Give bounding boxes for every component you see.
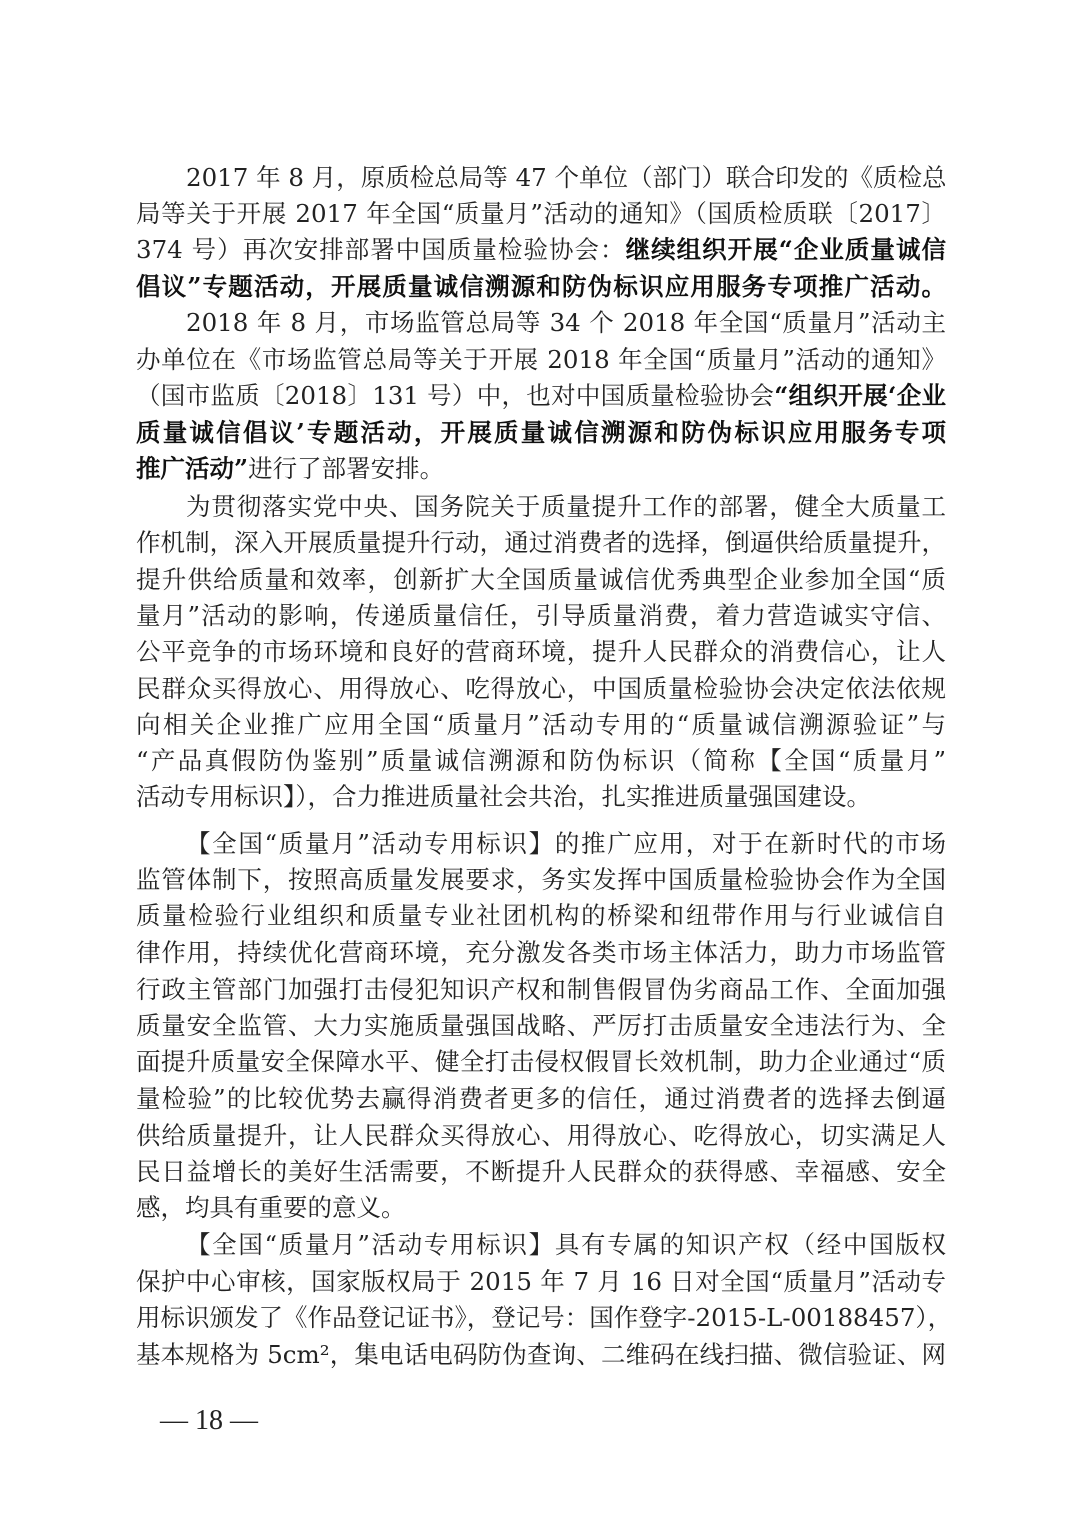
text-line <box>136 1157 946 1187</box>
body-text: 感，均具有重要的意义。 <box>136 1193 406 1222</box>
text-line <box>136 1340 946 1370</box>
body-text: 2018 年 8 月，市场监管总局等 34 个 2018 年全国“质量月”活动主 <box>186 308 946 337</box>
text-line <box>186 829 946 859</box>
body-text: 局等关于开展 2017 年全国“质量月”活动的通知》（国质检质联〔2017〕 <box>136 199 946 228</box>
text-line <box>136 1303 953 1333</box>
body-text: 民日益增长的美好生活需要，不断提升人民群众的获得感、幸福感、安全 <box>136 1157 946 1186</box>
bold-text: 继续组织开展“企业质量诚信 <box>625 235 946 264</box>
text-line <box>136 528 946 558</box>
body-text: 作机制，深入开展质量提升行动，通过消费者的选择，倒逼供给质量提升， <box>136 528 946 557</box>
text-line <box>136 746 946 776</box>
text-line <box>186 492 946 522</box>
bold-text: 推广活动” <box>136 454 249 483</box>
text-line <box>136 381 946 411</box>
text-line <box>186 1230 946 1260</box>
body-text: 民群众买得放心、用得放心、吃得放心，中国质量检验协会决定依法依规 <box>136 674 946 703</box>
text-line <box>136 782 946 812</box>
bold-text: 质量诚信倡议’专题活动，开展质量诚信溯源和防伪标识应用服务专项 <box>136 418 946 447</box>
text-line <box>136 418 946 448</box>
body-text: 提升供给质量和效率，创新扩大全国质量诚信优秀典型企业参加全国“质 <box>136 565 946 594</box>
text-line <box>136 901 946 931</box>
body-text: 律作用，持续优化营商环境，充分激发各类市场主体活力，助力市场监管 <box>136 938 946 967</box>
body-text: 进行了部署安排。 <box>248 454 445 483</box>
text-line <box>136 601 946 631</box>
body-text: 用标识颁发了《作品登记证书》，登记号：国作登字-2015-L-00188457）， <box>136 1303 953 1332</box>
body-text: 公平竞争的市场环境和良好的营商环境，提升人民群众的消费信心，让人 <box>136 637 946 666</box>
text-line <box>136 272 946 302</box>
text-line <box>136 235 946 265</box>
body-text: 向相关企业推广应用全国“质量月”活动专用的“质量诚信溯源验证”与 <box>136 710 946 739</box>
body-text: 374 号）再次安排部署中国质量检验协会： <box>136 235 626 264</box>
body-text: 活动专用标识】），合力推进质量社会共治，扎实推进质量强国建设。 <box>136 782 871 811</box>
text-line <box>136 975 946 1005</box>
body-text: 质量安全监管、大力实施质量强国战略、严厉打击质量安全违法行为、全 <box>136 1011 946 1040</box>
text-line <box>136 565 946 595</box>
body-text: 2017 年 8 月，原质检总局等 47 个单位（部门）联合印发的《质检总 <box>186 163 947 192</box>
body-text: 量月”活动的影响，传递质量信任，引导质量消费，着力营造诚实守信、 <box>136 601 946 630</box>
body-text: “产品真假防伪鉴别”质量诚信溯源和防伪标识（简称【全国“质量月” <box>136 746 946 775</box>
text-line <box>136 1267 946 1297</box>
text-line <box>136 1011 946 1041</box>
body-text: 监管体制下，按照高质量发展要求，务实发挥中国质量检验协会作为全国 <box>136 865 946 894</box>
text-line <box>136 710 946 740</box>
text-line <box>136 1121 946 1151</box>
body-text: 基本规格为 5cm²，集电话电码防伪查询、二维码在线扫描、微信验证、网 <box>136 1340 946 1369</box>
text-line <box>136 938 946 968</box>
body-text: 面提升质量安全保障水平、健全打击侵权假冒长效机制，助力企业通过“质 <box>136 1047 946 1076</box>
body-text: 量检验”的比较优势去赢得消费者更多的信任，通过消费者的选择去倒逼 <box>136 1084 946 1113</box>
bold-text: “组织开展‘企业 <box>774 381 946 410</box>
body-text: 质量检验行业组织和质量专业社团机构的桥梁和纽带作用与行业诚信自 <box>136 901 946 930</box>
text-line <box>136 454 946 484</box>
text-line <box>136 1084 946 1114</box>
text-line <box>136 199 946 229</box>
text-line <box>136 1047 946 1077</box>
body-text: 为贯彻落实党中央、国务院关于质量提升工作的部署，健全大质量工 <box>186 492 946 521</box>
text-line <box>136 345 946 375</box>
body-text: 供给质量提升，让人民群众买得放心、用得放心、吃得放心，切实满足人 <box>136 1121 946 1150</box>
body-text: 【全国“质量月”活动专用标识】具有专属的知识产权（经中国版权 <box>186 1230 946 1259</box>
body-text: （国市监质〔2018〕131 号）中，也对中国质量检验协会 <box>136 381 775 410</box>
body-text: 保护中心审核，国家版权局于 2015 年 7 月 16 日对全国“质量月”活动专 <box>136 1267 946 1296</box>
page-number: — 18 — <box>160 1405 258 1436</box>
text-line <box>136 674 946 704</box>
text-line <box>136 865 946 895</box>
body-text: 行政主管部门加强打击侵犯知识产权和制售假冒伪劣商品工作、全面加强 <box>136 975 946 1004</box>
body-text: 【全国“质量月”活动专用标识】的推广应用，对于在新时代的市场 <box>186 829 946 858</box>
body-text: 办单位在《市场监管总局等关于开展 2018 年全国“质量月”活动的通知》 <box>136 345 946 374</box>
text-line <box>136 637 946 667</box>
text-line <box>186 163 946 193</box>
bold-text: 倡议”专题活动，开展质量诚信溯源和防伪标识应用服务专项推广活动。 <box>136 272 946 301</box>
text-line <box>136 1193 946 1223</box>
text-line <box>186 308 946 338</box>
